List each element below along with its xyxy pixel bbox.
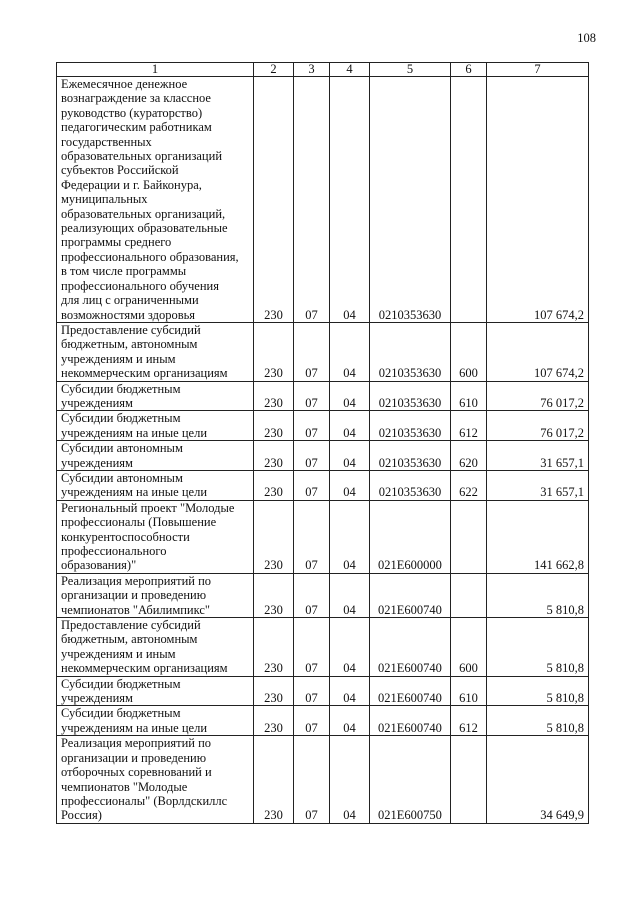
cell-target-article: 0210353630 bbox=[370, 441, 451, 471]
cell-ministry: 230 bbox=[254, 618, 294, 677]
name-line: субъектов Российской bbox=[61, 163, 179, 178]
table-row bbox=[57, 77, 589, 323]
table-row bbox=[57, 676, 589, 706]
name-line: Федерации и г. Байконура, bbox=[61, 177, 202, 192]
cell-ministry: 230 bbox=[254, 573, 294, 617]
cell-name bbox=[57, 322, 254, 381]
cell-ministry: 230 bbox=[254, 500, 294, 573]
name-line: бюджетным, автономным bbox=[61, 337, 198, 352]
cell-expense-type bbox=[451, 500, 487, 573]
name-line: программы среднего bbox=[61, 235, 172, 250]
cell-subsection: 04 bbox=[330, 470, 370, 500]
cell-amount: 31 657,1 bbox=[487, 441, 589, 471]
cell-amount: 141 662,8 bbox=[487, 500, 589, 573]
cell-section: 07 bbox=[294, 676, 330, 706]
header-col-3: 3 bbox=[294, 63, 330, 77]
cell-ministry: 230 bbox=[254, 470, 294, 500]
cell-amount: 31 657,1 bbox=[487, 470, 589, 500]
cell-section: 07 bbox=[294, 381, 330, 411]
table-row bbox=[57, 441, 589, 471]
cell-subsection: 04 bbox=[330, 441, 370, 471]
cell-target-article: 0210353630 bbox=[370, 470, 451, 500]
name-line: Субсидии автономным bbox=[61, 441, 183, 456]
cell-subsection: 04 bbox=[330, 676, 370, 706]
name-line: образовательных организаций, bbox=[61, 206, 226, 221]
cell-expense-type: 610 bbox=[451, 676, 487, 706]
name-line: Субсидии бюджетным bbox=[61, 411, 181, 426]
cell-section: 07 bbox=[294, 736, 330, 823]
name-line: реализующих образовательные bbox=[61, 221, 228, 236]
cell-target-article: 0210353630 bbox=[370, 411, 451, 441]
cell-name bbox=[57, 77, 254, 323]
name-line: Предоставление субсидий bbox=[61, 322, 201, 337]
header-col-4: 4 bbox=[330, 63, 370, 77]
cell-amount: 76 017,2 bbox=[487, 411, 589, 441]
cell-target-article: 0210353630 bbox=[370, 381, 451, 411]
cell-subsection: 04 bbox=[330, 573, 370, 617]
name-line: в том числе программы bbox=[61, 264, 187, 279]
name-line: Ежемесячное денежное bbox=[61, 77, 188, 91]
cell-ministry: 230 bbox=[254, 736, 294, 823]
cell-ministry: 230 bbox=[254, 706, 294, 736]
table-row bbox=[57, 706, 589, 736]
name-line: образовательных организаций bbox=[61, 149, 223, 164]
name-line: для лиц с ограниченными bbox=[61, 293, 199, 308]
name-line: Субсидии автономным bbox=[61, 470, 183, 485]
name-line: организации и проведению bbox=[61, 750, 207, 765]
table-row bbox=[57, 470, 589, 500]
name-line: учреждениям bbox=[61, 455, 133, 470]
header-col-2: 2 bbox=[254, 63, 294, 77]
cell-target-article: 021E600740 bbox=[370, 573, 451, 617]
name-line: Реализация мероприятий по bbox=[61, 736, 212, 751]
name-line: профессионального bbox=[61, 544, 167, 558]
cell-subsection: 04 bbox=[330, 736, 370, 823]
cell-section: 07 bbox=[294, 500, 330, 573]
cell-ministry: 230 bbox=[254, 676, 294, 706]
cell-amount: 5 810,8 bbox=[487, 676, 589, 706]
cell-expense-type: 600 bbox=[451, 322, 487, 381]
cell-section: 07 bbox=[294, 322, 330, 381]
name-line: муниципальных bbox=[61, 192, 148, 207]
name-line: образования)" bbox=[61, 558, 137, 573]
cell-name bbox=[57, 736, 254, 823]
table-row bbox=[57, 573, 589, 617]
name-line: Предоставление субсидий bbox=[61, 618, 201, 633]
cell-target-article: 021E600740 bbox=[370, 676, 451, 706]
name-line: учреждениям на иные цели bbox=[61, 720, 208, 735]
cell-expense-type bbox=[451, 573, 487, 617]
cell-name bbox=[57, 381, 254, 411]
name-line: руководство (кураторство) bbox=[61, 105, 203, 120]
cell-expense-type: 600 bbox=[451, 618, 487, 677]
cell-expense-type: 620 bbox=[451, 441, 487, 471]
name-line: Реализация мероприятий по bbox=[61, 573, 212, 588]
header-col-6: 6 bbox=[451, 63, 487, 77]
table-row bbox=[57, 411, 589, 441]
cell-expense-type bbox=[451, 736, 487, 823]
cell-amount: 34 649,9 bbox=[487, 736, 589, 823]
cell-amount: 5 810,8 bbox=[487, 573, 589, 617]
cell-name bbox=[57, 618, 254, 677]
name-line: Субсидии бюджетным bbox=[61, 676, 181, 691]
cell-expense-type: 622 bbox=[451, 470, 487, 500]
cell-amount: 107 674,2 bbox=[487, 77, 589, 323]
table-row bbox=[57, 381, 589, 411]
name-line: чемпионатов "Абилимпикс" bbox=[61, 602, 211, 617]
name-line: чемпионатов "Молодые bbox=[61, 779, 188, 794]
header-col-7: 7 bbox=[487, 63, 589, 77]
name-line: вознаграждение за классное bbox=[61, 91, 211, 106]
cell-subsection: 04 bbox=[330, 77, 370, 323]
budget-table bbox=[56, 62, 589, 824]
name-line: учреждениям на иные цели bbox=[61, 425, 208, 440]
name-line: некоммерческим организациям bbox=[61, 366, 228, 381]
table-row bbox=[57, 500, 589, 573]
cell-section: 07 bbox=[294, 77, 330, 323]
cell-section: 07 bbox=[294, 618, 330, 677]
name-line: Субсидии бюджетным bbox=[61, 381, 181, 396]
cell-ministry: 230 bbox=[254, 441, 294, 471]
cell-target-article: 0210353630 bbox=[370, 322, 451, 381]
cell-name bbox=[57, 706, 254, 736]
cell-section: 07 bbox=[294, 411, 330, 441]
cell-amount: 76 017,2 bbox=[487, 381, 589, 411]
cell-subsection: 04 bbox=[330, 322, 370, 381]
cell-ministry: 230 bbox=[254, 77, 294, 323]
name-line: учреждениям и иным bbox=[61, 646, 176, 661]
cell-subsection: 04 bbox=[330, 411, 370, 441]
cell-ministry: 230 bbox=[254, 411, 294, 441]
name-line: бюджетным, автономным bbox=[61, 632, 198, 647]
cell-target-article: 021E600750 bbox=[370, 736, 451, 823]
cell-expense-type: 610 bbox=[451, 381, 487, 411]
cell-name bbox=[57, 500, 254, 573]
cell-name bbox=[57, 411, 254, 441]
cell-name bbox=[57, 573, 254, 617]
cell-target-article: 0210353630 bbox=[370, 77, 451, 323]
table-row bbox=[57, 322, 589, 381]
cell-name bbox=[57, 441, 254, 471]
table-body bbox=[57, 77, 589, 824]
cell-section: 07 bbox=[294, 470, 330, 500]
header-col-5: 5 bbox=[370, 63, 451, 77]
cell-name bbox=[57, 470, 254, 500]
page-number: 108 bbox=[577, 31, 596, 45]
name-line: государственных bbox=[61, 134, 152, 149]
name-line: конкурентоспособности bbox=[61, 529, 190, 544]
cell-ministry: 230 bbox=[254, 381, 294, 411]
cell-expense-type: 612 bbox=[451, 706, 487, 736]
name-line: Региональный проект "Молодые bbox=[61, 500, 235, 515]
cell-subsection: 04 bbox=[330, 618, 370, 677]
cell-amount: 5 810,8 bbox=[487, 618, 589, 677]
cell-target-article: 021E600000 bbox=[370, 500, 451, 573]
name-line: отборочных соревнований и bbox=[61, 765, 212, 780]
name-line: учреждениям и иным bbox=[61, 351, 176, 366]
cell-amount: 107 674,2 bbox=[487, 322, 589, 381]
name-line: профессионалы" (Ворлдскиллс bbox=[61, 793, 228, 808]
cell-subsection: 04 bbox=[330, 381, 370, 411]
cell-target-article: 021E600740 bbox=[370, 618, 451, 677]
name-line: Россия) bbox=[61, 808, 102, 823]
table-row bbox=[57, 736, 589, 823]
cell-name bbox=[57, 676, 254, 706]
cell-subsection: 04 bbox=[330, 706, 370, 736]
name-line: некоммерческим организациям bbox=[61, 661, 228, 676]
name-line: педагогическим работникам bbox=[61, 120, 212, 135]
name-line: учреждениям bbox=[61, 691, 133, 706]
cell-subsection: 04 bbox=[330, 500, 370, 573]
name-line: профессионального образования, bbox=[61, 249, 239, 264]
header-row bbox=[57, 63, 589, 77]
name-line: профессионального обучения bbox=[61, 278, 219, 293]
cell-target-article: 021E600740 bbox=[370, 706, 451, 736]
name-line: учреждениям bbox=[61, 395, 133, 410]
cell-section: 07 bbox=[294, 706, 330, 736]
name-line: возможностями здоровья bbox=[61, 307, 196, 322]
cell-section: 07 bbox=[294, 573, 330, 617]
name-line: Субсидии бюджетным bbox=[61, 706, 181, 721]
name-line: организации и проведению bbox=[61, 588, 207, 603]
name-line: учреждениям на иные цели bbox=[61, 485, 208, 500]
table-row bbox=[57, 618, 589, 677]
header-col-1: 1 bbox=[57, 63, 254, 77]
name-line: профессионалы (Повышение bbox=[61, 515, 217, 530]
cell-ministry: 230 bbox=[254, 322, 294, 381]
cell-expense-type: 612 bbox=[451, 411, 487, 441]
cell-section: 07 bbox=[294, 441, 330, 471]
cell-expense-type bbox=[451, 77, 487, 323]
cell-amount: 5 810,8 bbox=[487, 706, 589, 736]
